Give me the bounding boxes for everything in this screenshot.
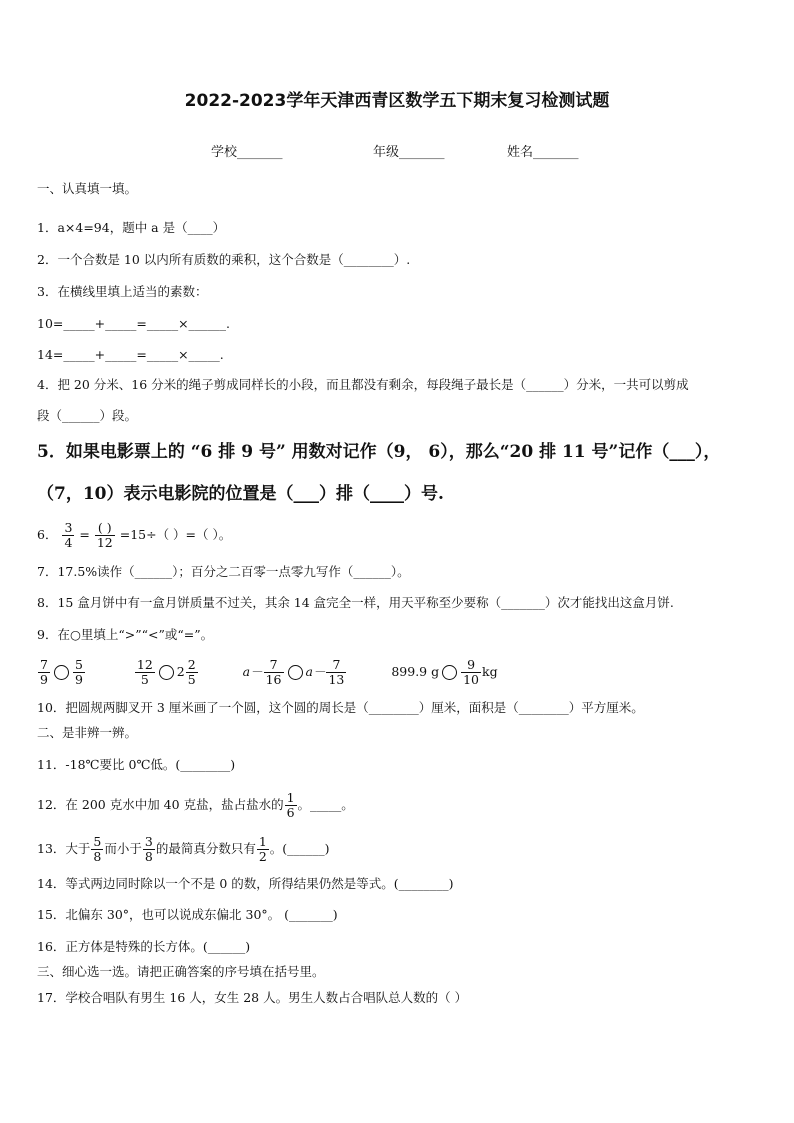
page-title: 2022-2023学年天津西青区数学五下期末复习检测试题 bbox=[184, 91, 610, 111]
question-16: 16．正方体是特殊的长方体。(______) bbox=[37, 939, 251, 954]
numerator: 3 bbox=[64, 520, 73, 536]
denominator: 5 bbox=[140, 672, 149, 687]
numerator: 3 bbox=[144, 834, 153, 850]
question-6 bbox=[37, 515, 231, 555]
question-17: 17．学校合唱队有男生 16 人，女生 28 人。男生人数占合唱队总人数的（ ） bbox=[37, 990, 468, 1005]
numerator: 5 bbox=[93, 834, 102, 850]
fraction-blank-12 bbox=[95, 521, 115, 550]
fraction-12-5 bbox=[135, 658, 155, 687]
section-heading-2: 二、是非辨一辨。 bbox=[37, 725, 138, 740]
mass-value: 899.9 g bbox=[391, 664, 440, 679]
denominator: 2 bbox=[258, 849, 267, 864]
denominator: 8 bbox=[93, 849, 102, 864]
denominator: 12 bbox=[96, 535, 113, 550]
denominator: 13 bbox=[328, 672, 345, 687]
question-13-text-c: 的最简真分数只有 bbox=[155, 841, 256, 856]
question-15: 15．北偏东 30°，也可以说成东偏北 30°。 (_______) bbox=[37, 907, 338, 922]
question-13-text-b: 而小于 bbox=[104, 841, 142, 856]
fraction-2-5 bbox=[186, 658, 198, 687]
expr-a-minus: a－ bbox=[305, 664, 326, 679]
compare-circle-1[interactable] bbox=[54, 665, 69, 680]
denominator: 5 bbox=[187, 672, 196, 687]
denominator: 16 bbox=[265, 672, 282, 687]
question-3: 3．在横线里填上适当的素数： bbox=[37, 284, 208, 299]
question-5-line-a: 5．如果电影票上的 “6 排 9 号” 用数对记作（9， 6），那么“20 排 11 号”记作（___）， bbox=[37, 442, 721, 462]
numerator: 7 bbox=[264, 658, 284, 673]
denominator: 9 bbox=[40, 672, 48, 687]
question-3-line-b: 14=_____+_____=_____×_____. bbox=[37, 347, 224, 362]
question-13 bbox=[37, 829, 330, 869]
fraction-5-8 bbox=[91, 835, 103, 864]
fraction-5-9 bbox=[73, 658, 85, 687]
denominator: 9 bbox=[74, 672, 83, 687]
question-6-prefix: 6． bbox=[37, 527, 58, 542]
question-12-text: 12．在 200 克水中加 40 克盐，盐占盐水的 bbox=[37, 797, 284, 812]
question-4-line-a: 4．把 20 分米、16 分米的绳子剪成同样长的小段，而且都没有剩余，每段绳子最长是（______）分米，一共可以剪成 bbox=[37, 377, 689, 392]
denominator: 4 bbox=[64, 535, 73, 550]
question-3-line-a: 10=_____+_____=_____×______. bbox=[37, 316, 231, 331]
question-9: 9．在○里填上“>”“<”或“=”。 bbox=[37, 627, 214, 642]
question-4-line-b: 段（______）段。 bbox=[37, 408, 138, 423]
mixed-whole: 2 bbox=[176, 664, 185, 679]
fraction-3-8 bbox=[143, 835, 155, 864]
school-field: 学校_______ bbox=[211, 145, 283, 160]
question-12-answer: 。_____。 bbox=[297, 797, 354, 812]
question-1: 1．a×4=94，题中 a 是（____） bbox=[37, 220, 226, 235]
numerator: 7 bbox=[40, 657, 48, 673]
numerator: 7 bbox=[326, 658, 346, 673]
fraction-1-6 bbox=[285, 791, 297, 820]
question-5-line-b: （7，10）表示电影院的位置是（___）排（____）号. bbox=[37, 484, 444, 504]
question-6-rest: =15÷（ ）=（ ）。 bbox=[119, 527, 232, 542]
denominator: 8 bbox=[144, 849, 153, 864]
question-8: 8．15 盒月饼中有一盒月饼质量不过关，其余 14 盒完全一样，用天平称至少要称（_______）次才能找出这盒月饼. bbox=[37, 595, 674, 610]
grade-field: 年级_______ bbox=[373, 145, 445, 160]
question-12 bbox=[37, 785, 354, 825]
question-10: 10．把圆规两脚叉开 3 厘米画了一个圆，这个圆的周长是（________）厘米，面积是（________）平方厘米。 bbox=[37, 700, 644, 715]
name-field: 姓名_______ bbox=[507, 145, 579, 160]
numerator: 2 bbox=[187, 657, 196, 673]
numerator: 5 bbox=[74, 657, 83, 673]
expr-a-minus: a－ bbox=[242, 664, 263, 679]
question-2: 2．一个合数是 10 以内所有质数的乘积，这个合数是（________）. bbox=[37, 252, 411, 267]
unit-kg: kg bbox=[482, 664, 498, 679]
compare-circle-3[interactable] bbox=[288, 665, 303, 680]
fraction-7-13 bbox=[326, 658, 346, 687]
fraction-7-16 bbox=[264, 658, 284, 687]
numerator: 1 bbox=[286, 790, 295, 806]
section-heading-3: 三、细心选一选。请把正确答案的序号填在括号里。 bbox=[37, 964, 325, 979]
question-7: 7．17.5%读作（______）；百分之二百零一点零九写作（______）。 bbox=[37, 564, 410, 579]
fraction-1-2 bbox=[257, 835, 269, 864]
question-13-answer: 。(______) bbox=[269, 841, 330, 856]
denominator: 6 bbox=[286, 805, 295, 820]
equals-sign: = bbox=[79, 527, 90, 542]
numerator: 9 bbox=[461, 658, 481, 673]
compare-circle-2[interactable] bbox=[159, 665, 174, 680]
numerator: 1 bbox=[258, 834, 267, 850]
question-14: 14．等式两边同时除以一个不是 0 的数，所得结果仍然是等式。(________) bbox=[37, 876, 454, 891]
fraction-7-9 bbox=[38, 658, 50, 687]
question-11: 11．-18℃要比 0℃低。(________) bbox=[37, 757, 236, 772]
numerator: 12 bbox=[136, 657, 153, 673]
fraction-9-10 bbox=[461, 658, 481, 687]
denominator: 10 bbox=[463, 672, 480, 687]
numerator: ( ) bbox=[95, 521, 115, 536]
compare-circle-4[interactable] bbox=[442, 665, 457, 680]
question-9-comparisons bbox=[37, 653, 498, 691]
section-heading-1: 一、认真填一填。 bbox=[37, 181, 138, 196]
fraction-3-4 bbox=[62, 521, 74, 550]
question-13-text-a: 13．大于 bbox=[37, 841, 91, 856]
